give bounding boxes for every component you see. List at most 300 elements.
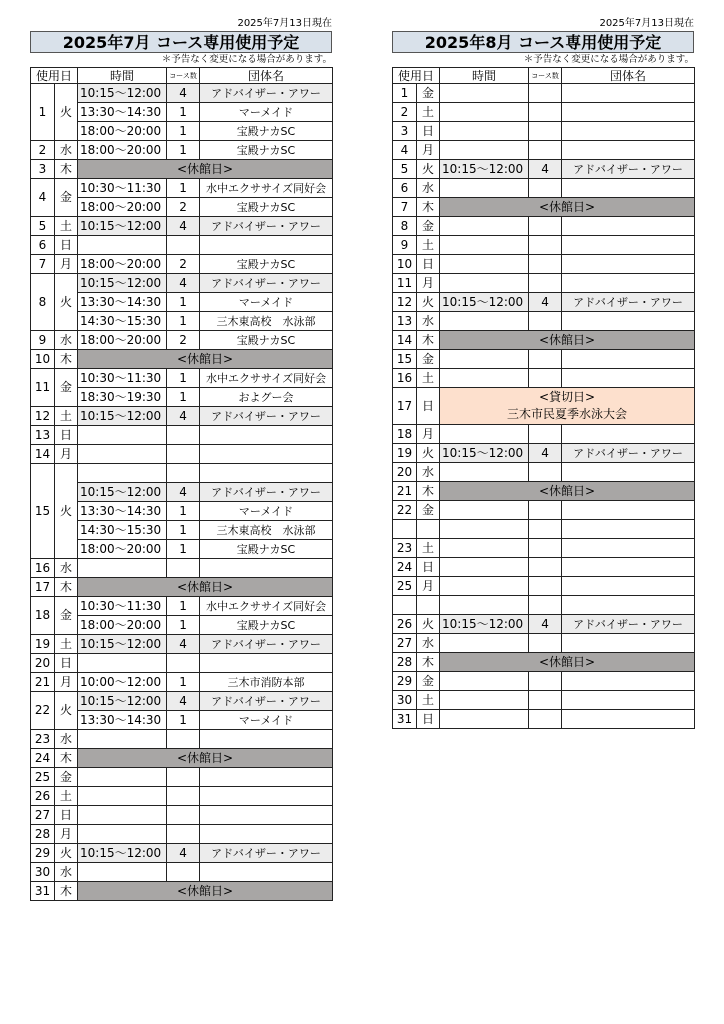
day-number: 28 — [31, 825, 55, 844]
group-cell: 水中エクササイズ同好会 — [200, 179, 333, 198]
closed-day-label: <休館日> — [440, 331, 695, 350]
courses-cell: 1 — [167, 122, 200, 141]
table-row — [393, 331, 695, 350]
as-of-date: 2025年7月13日現在 — [237, 18, 332, 29]
day-number: 7 — [393, 198, 417, 217]
group-cell — [562, 369, 695, 388]
group-cell — [562, 501, 695, 520]
table-row — [393, 388, 695, 425]
group-cell: 三木東高校 水泳部 — [200, 312, 333, 331]
header-group: 団体名 — [200, 68, 333, 84]
courses-cell: 2 — [167, 255, 200, 274]
group-cell: 宝殿ナカSC — [200, 198, 333, 217]
courses-cell — [167, 806, 200, 825]
table-row — [31, 863, 333, 882]
table-row — [31, 141, 333, 160]
courses-cell: 4 — [167, 692, 200, 711]
weekday: 日 — [417, 558, 440, 577]
day-number: 4 — [31, 179, 55, 217]
schedule-title: 2025年8月 コース専用使用予定 — [392, 31, 694, 53]
weekday: 水 — [417, 634, 440, 653]
weekday: 金 — [417, 84, 440, 103]
courses-cell: 1 — [167, 502, 200, 521]
group-cell: アドバイザー・アワー — [200, 635, 333, 654]
table-row — [31, 464, 333, 483]
courses-cell — [529, 558, 562, 577]
time-cell: 13:30～14:30 — [78, 293, 167, 312]
time-cell — [78, 787, 167, 806]
group-cell — [562, 577, 695, 596]
courses-cell — [529, 179, 562, 198]
weekday: 火 — [417, 444, 440, 463]
weekday: 水 — [417, 312, 440, 331]
courses-cell — [529, 501, 562, 520]
group-cell — [562, 710, 695, 729]
time-cell: 13:30～14:30 — [78, 103, 167, 122]
courses-cell: 1 — [167, 141, 200, 160]
table-row — [31, 749, 333, 768]
group-cell — [562, 274, 695, 293]
courses-cell: 1 — [167, 179, 200, 198]
day-number: 26 — [31, 787, 55, 806]
table-row — [31, 369, 333, 388]
group-cell: アドバイザー・アワー — [200, 692, 333, 711]
weekday: 火 — [417, 160, 440, 179]
time-cell: 10:15～12:00 — [440, 444, 529, 463]
courses-cell — [529, 710, 562, 729]
group-cell — [562, 672, 695, 691]
day-number: 24 — [393, 558, 417, 577]
table-row — [31, 787, 333, 806]
table-row — [393, 293, 695, 312]
courses-cell — [529, 255, 562, 274]
table-row — [31, 768, 333, 787]
group-cell: 水中エクササイズ同好会 — [200, 597, 333, 616]
group-cell — [562, 558, 695, 577]
table-row — [31, 426, 333, 445]
time-cell — [440, 634, 529, 653]
time-cell: 18:00～20:00 — [78, 331, 167, 350]
time-cell — [440, 312, 529, 331]
weekday: 月 — [417, 141, 440, 160]
day-number: 29 — [31, 844, 55, 863]
table-row — [31, 730, 333, 749]
group-cell — [562, 84, 695, 103]
group-cell: 宝殿ナカSC — [200, 540, 333, 559]
weekday: 月 — [417, 274, 440, 293]
group-cell: 三木東高校 水泳部 — [200, 521, 333, 540]
courses-cell: 1 — [167, 388, 200, 407]
table-row — [393, 710, 695, 729]
courses-cell: 4 — [167, 407, 200, 426]
day-number: 25 — [31, 768, 55, 787]
weekday: 土 — [417, 236, 440, 255]
group-cell — [562, 122, 695, 141]
group-cell — [200, 863, 333, 882]
time-cell: 13:30～14:30 — [78, 502, 167, 521]
group-cell — [200, 730, 333, 749]
day-number: 31 — [31, 882, 55, 901]
group-cell — [200, 806, 333, 825]
weekday: 水 — [55, 863, 78, 882]
weekday: 水 — [55, 559, 78, 578]
time-cell: 10:30～11:30 — [78, 369, 167, 388]
time-cell — [440, 425, 529, 444]
group-cell — [200, 654, 333, 673]
header-time: 時間 — [440, 68, 529, 84]
schedule-table — [30, 67, 333, 901]
weekday: 土 — [417, 539, 440, 558]
group-cell — [562, 350, 695, 369]
time-cell: 14:30～15:30 — [78, 521, 167, 540]
weekday: 土 — [55, 217, 78, 236]
day-number: 22 — [393, 501, 417, 520]
table-row — [31, 179, 333, 198]
header-date: 使用日 — [31, 68, 78, 84]
weekday: 土 — [55, 787, 78, 806]
time-cell — [440, 84, 529, 103]
group-cell: アドバイザー・アワー — [562, 615, 695, 634]
table-row — [393, 520, 695, 539]
closed-day-label: <休館日> — [78, 749, 333, 768]
time-cell — [440, 255, 529, 274]
weekday: 月 — [417, 425, 440, 444]
courses-cell: 1 — [167, 103, 200, 122]
day-number: 17 — [31, 578, 55, 597]
courses-cell: 1 — [167, 597, 200, 616]
day-number: 18 — [31, 597, 55, 635]
courses-cell — [529, 217, 562, 236]
group-cell: 水中エクササイズ同好会 — [200, 369, 333, 388]
table-row — [393, 369, 695, 388]
weekday — [417, 520, 440, 539]
table-row — [393, 425, 695, 444]
courses-cell: 1 — [167, 540, 200, 559]
weekday: 金 — [55, 369, 78, 407]
table-row — [393, 160, 695, 179]
day-number: 2 — [393, 103, 417, 122]
courses-cell — [529, 141, 562, 160]
weekday: 金 — [55, 768, 78, 787]
weekday: 火 — [417, 293, 440, 312]
courses-cell — [529, 672, 562, 691]
group-cell — [562, 634, 695, 653]
group-cell: アドバイザー・アワー — [200, 407, 333, 426]
courses-cell — [167, 445, 200, 464]
courses-cell: 1 — [167, 521, 200, 540]
group-cell: 三木市消防本部 — [200, 673, 333, 692]
table-row — [393, 198, 695, 217]
courses-cell: 4 — [167, 274, 200, 293]
time-cell — [78, 559, 167, 578]
time-cell — [440, 141, 529, 160]
courses-cell: 1 — [167, 369, 200, 388]
weekday: 木 — [55, 350, 78, 369]
time-cell: 10:15～12:00 — [78, 844, 167, 863]
day-number: 14 — [393, 331, 417, 350]
weekday: 火 — [55, 844, 78, 863]
weekday: 木 — [55, 160, 78, 179]
weekday: 火 — [55, 84, 78, 141]
time-cell — [78, 806, 167, 825]
time-cell: 18:30～19:30 — [78, 388, 167, 407]
time-cell: 18:00～20:00 — [78, 141, 167, 160]
table-row — [393, 539, 695, 558]
weekday: 水 — [417, 179, 440, 198]
day-number: 9 — [393, 236, 417, 255]
time-cell — [440, 369, 529, 388]
table-row — [393, 255, 695, 274]
weekday: 日 — [417, 122, 440, 141]
courses-cell — [529, 634, 562, 653]
group-cell — [200, 787, 333, 806]
time-cell: 10:15～12:00 — [78, 274, 167, 293]
group-cell — [562, 217, 695, 236]
day-number: 23 — [393, 539, 417, 558]
group-cell: マーメイド — [200, 502, 333, 521]
day-number: 12 — [393, 293, 417, 312]
weekday: 金 — [417, 672, 440, 691]
time-cell — [78, 730, 167, 749]
courses-cell — [167, 787, 200, 806]
weekday: 月 — [55, 445, 78, 464]
change-notice: ＊予告なく変更になる場合があります。 — [161, 54, 332, 65]
day-number: 11 — [31, 369, 55, 407]
courses-cell — [529, 596, 562, 615]
weekday: 木 — [417, 331, 440, 350]
courses-cell — [167, 426, 200, 445]
day-number: 6 — [393, 179, 417, 198]
weekday: 月 — [417, 577, 440, 596]
weekday: 木 — [55, 578, 78, 597]
time-cell — [78, 426, 167, 445]
courses-cell: 4 — [167, 483, 200, 502]
table-row — [393, 274, 695, 293]
courses-cell: 1 — [167, 293, 200, 312]
courses-cell: 4 — [167, 84, 200, 103]
group-cell — [200, 825, 333, 844]
day-number: 18 — [393, 425, 417, 444]
weekday: 土 — [55, 635, 78, 654]
courses-cell — [529, 463, 562, 482]
day-number: 5 — [393, 160, 417, 179]
weekday: 木 — [55, 882, 78, 901]
group-cell: 宝殿ナカSC — [200, 616, 333, 635]
table-row — [393, 691, 695, 710]
table-row — [393, 350, 695, 369]
table-row — [31, 274, 333, 293]
table-row — [31, 825, 333, 844]
time-cell: 10:15～12:00 — [440, 160, 529, 179]
day-number: 29 — [393, 672, 417, 691]
weekday: 木 — [417, 482, 440, 501]
table-row — [31, 578, 333, 597]
time-cell — [440, 122, 529, 141]
table-row — [31, 654, 333, 673]
day-number: 4 — [393, 141, 417, 160]
time-cell — [440, 274, 529, 293]
courses-cell: 4 — [167, 844, 200, 863]
weekday: 水 — [55, 331, 78, 350]
day-number: 26 — [393, 615, 417, 634]
schedule-table — [392, 67, 695, 729]
time-cell — [440, 710, 529, 729]
weekday: 火 — [55, 274, 78, 331]
time-cell: 10:30～11:30 — [78, 597, 167, 616]
day-number: 2 — [31, 141, 55, 160]
group-cell: アドバイザー・アワー — [562, 444, 695, 463]
day-number: 23 — [31, 730, 55, 749]
group-cell: およグー会 — [200, 388, 333, 407]
time-cell: 13:30～14:30 — [78, 711, 167, 730]
table-row — [393, 217, 695, 236]
weekday: 火 — [55, 464, 78, 559]
time-cell: 10:15～12:00 — [78, 407, 167, 426]
time-cell — [440, 577, 529, 596]
weekday: 水 — [55, 141, 78, 160]
table-row — [31, 407, 333, 426]
day-number: 13 — [31, 426, 55, 445]
courses-cell — [167, 863, 200, 882]
day-number: 22 — [31, 692, 55, 730]
day-number: 10 — [393, 255, 417, 274]
day-number — [393, 596, 417, 615]
closed-day-label: <休館日> — [440, 653, 695, 672]
day-number: 17 — [393, 388, 417, 425]
time-cell — [440, 179, 529, 198]
courses-cell: 1 — [167, 711, 200, 730]
courses-cell: 1 — [167, 312, 200, 331]
day-number: 27 — [31, 806, 55, 825]
courses-cell — [167, 236, 200, 255]
day-number: 20 — [31, 654, 55, 673]
table-row — [393, 577, 695, 596]
time-cell: 18:00～20:00 — [78, 616, 167, 635]
group-cell: マーメイド — [200, 293, 333, 312]
courses-cell — [529, 577, 562, 596]
day-number: 28 — [393, 653, 417, 672]
table-row — [393, 558, 695, 577]
table-row — [31, 350, 333, 369]
table-row — [31, 331, 333, 350]
weekday: 水 — [417, 463, 440, 482]
group-cell: 宝殿ナカSC — [200, 141, 333, 160]
courses-cell — [529, 236, 562, 255]
table-row — [393, 482, 695, 501]
time-cell — [78, 464, 167, 483]
courses-cell: 2 — [167, 198, 200, 217]
day-number: 11 — [393, 274, 417, 293]
courses-cell: 4 — [529, 444, 562, 463]
time-cell — [78, 768, 167, 787]
table-row — [393, 615, 695, 634]
august-schedule — [392, 17, 694, 729]
time-cell: 14:30～15:30 — [78, 312, 167, 331]
time-cell: 10:15～12:00 — [440, 615, 529, 634]
time-cell — [440, 596, 529, 615]
weekday: 木 — [417, 653, 440, 672]
table-header — [393, 68, 695, 84]
day-number: 25 — [393, 577, 417, 596]
time-cell: 18:00～20:00 — [78, 540, 167, 559]
table-row — [31, 255, 333, 274]
table-row — [31, 445, 333, 464]
event-name: 三木市民夏季水泳大会 — [507, 407, 628, 421]
group-cell — [200, 464, 333, 483]
day-number: 19 — [393, 444, 417, 463]
day-number: 3 — [31, 160, 55, 179]
day-number: 10 — [31, 350, 55, 369]
courses-cell — [529, 103, 562, 122]
courses-cell: 4 — [167, 217, 200, 236]
table-row — [31, 806, 333, 825]
table-row — [31, 692, 333, 711]
group-cell — [200, 559, 333, 578]
day-number: 1 — [393, 84, 417, 103]
weekday: 金 — [417, 501, 440, 520]
group-cell — [562, 255, 695, 274]
day-number: 5 — [31, 217, 55, 236]
group-cell: アドバイザー・アワー — [200, 483, 333, 502]
header-courses: コース数 — [167, 68, 200, 84]
header-courses: コース数 — [529, 68, 562, 84]
group-cell: アドバイザー・アワー — [562, 293, 695, 312]
courses-cell — [167, 559, 200, 578]
time-cell — [440, 103, 529, 122]
group-cell — [562, 463, 695, 482]
time-cell — [78, 445, 167, 464]
time-cell: 10:00～12:00 — [78, 673, 167, 692]
time-cell — [78, 236, 167, 255]
courses-cell — [529, 274, 562, 293]
time-cell: 10:15～12:00 — [78, 84, 167, 103]
weekday: 月 — [55, 673, 78, 692]
weekday: 水 — [55, 730, 78, 749]
weekday: 日 — [417, 388, 440, 425]
group-cell: マーメイド — [200, 103, 333, 122]
courses-cell — [529, 691, 562, 710]
courses-cell — [167, 654, 200, 673]
day-number: 21 — [31, 673, 55, 692]
group-cell: アドバイザー・アワー — [200, 274, 333, 293]
closed-day-label: <休館日> — [78, 160, 333, 179]
time-cell — [78, 654, 167, 673]
group-cell — [562, 141, 695, 160]
courses-cell — [529, 520, 562, 539]
group-cell: 宝殿ナカSC — [200, 331, 333, 350]
time-cell: 10:15～12:00 — [78, 217, 167, 236]
time-cell: 18:00～20:00 — [78, 198, 167, 217]
closed-day-label: <休館日> — [78, 882, 333, 901]
courses-cell — [529, 539, 562, 558]
group-cell — [562, 179, 695, 198]
weekday: 火 — [55, 692, 78, 730]
time-cell: 10:30～11:30 — [78, 179, 167, 198]
time-cell: 10:15～12:00 — [78, 635, 167, 654]
group-cell: アドバイザー・アワー — [562, 160, 695, 179]
table-row — [393, 634, 695, 653]
day-number: 8 — [31, 274, 55, 331]
group-cell — [200, 445, 333, 464]
group-cell — [200, 426, 333, 445]
table-row — [31, 673, 333, 692]
weekday: 日 — [55, 236, 78, 255]
courses-cell: 4 — [529, 615, 562, 634]
group-cell — [562, 691, 695, 710]
table-row — [31, 597, 333, 616]
day-number: 7 — [31, 255, 55, 274]
courses-cell — [167, 464, 200, 483]
